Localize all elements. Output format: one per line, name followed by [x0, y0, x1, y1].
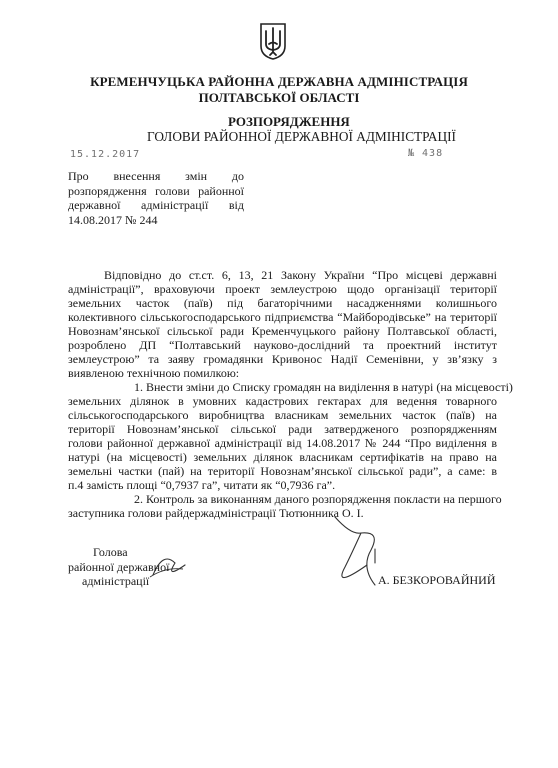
- body-line: виявленою технічною помилкою:: [68, 366, 240, 380]
- signatory-title-line: районної державної: [68, 559, 170, 574]
- body-line: сільськогосподарського виробництва власникам земельних часток (паїв) на: [68, 408, 497, 422]
- subject-line: розпорядження голови районної: [68, 183, 244, 198]
- subject-line: державної адміністрації від: [68, 198, 244, 212]
- org-name-line1: КРЕМЕНЧУЦЬКА РАЙОННА ДЕРЖАВНА АДМІНІСТРАЦІЯ: [90, 74, 468, 89]
- handwritten-signature: [135, 505, 395, 595]
- signatory-name: А. БЕЗКОРОВАЙНИЙ: [378, 573, 496, 587]
- body-line: земельні частки (пай) на території Новознам’янської сільської ради”, а саме: в: [68, 464, 497, 478]
- body-line: голови районної державної адміністрації від 14.08.2017 № 244 “Про виділення в: [68, 436, 497, 450]
- document-issuer: ГОЛОВИ РАЙОННОЇ ДЕРЖАВНОЇ АДМІНІСТРАЦІЇ: [147, 129, 456, 144]
- body-line: 2. Контроль за виконанням даного розпорядження покласти на першого: [134, 492, 502, 506]
- body-line: 1. Внести зміни до Списку громадян на виділення в натурі (на місцевості): [134, 380, 513, 394]
- document-number: № 438: [408, 148, 444, 159]
- subject-line: 14.08.2017 № 244: [68, 212, 158, 227]
- body-line: землеустрою” та заяву громадянки Кривонос Надії Семенівни, у зв’язку з: [68, 352, 497, 366]
- document-subject: [68, 169, 244, 227]
- body-line: колективного сільськогосподарського підприємства “Майбородівське” на території: [68, 310, 497, 324]
- body-line: натурі (на місцевості) земельних ділянок власникам сертифікатів на право на: [68, 450, 497, 464]
- body-line: земельних часток (паїв) під багаторічними насадженнями колишнього: [68, 296, 497, 310]
- document-body: [68, 268, 513, 520]
- subject-line: Про внесення змін до: [68, 169, 244, 183]
- body-line: розроблено ДП “Полтавський науково-дослідний та проектний інститут: [68, 338, 497, 352]
- org-name-line2: ПОЛТАВСЬКОЇ ОБЛАСТІ: [198, 90, 360, 105]
- document-type: РОЗПОРЯДЖЕННЯ: [228, 114, 350, 129]
- body-line: п.4 замість площі “0,7937 га”, читати як “0,7936 га”.: [68, 478, 336, 492]
- body-line: заступника голови райдержадміністрації Тютюнника О. І.: [68, 506, 364, 520]
- trident-emblem-icon: [259, 22, 287, 60]
- signatory-title-line: адміністрації: [82, 574, 150, 588]
- signatory-title-line: Голова: [93, 545, 128, 559]
- body-line: адміністрації”, враховуючи проект землеустрою щодо організації території: [68, 282, 497, 296]
- body-line: Новознам’янської сільської ради Кременчуцького району Полтавської області,: [68, 324, 497, 338]
- document-date: 15.12.2017: [70, 149, 141, 160]
- body-line: Відповідно до ст.ст. 6, 13, 21 Закону України “Про місцеві державні: [104, 268, 497, 282]
- body-line: території Новознам’янської сільської ради затвердженого розпорядженням: [68, 422, 497, 436]
- body-line: земельних ділянок в умовних кадастрових гектарах для ведення товарного: [68, 394, 497, 408]
- signatory-title: [68, 545, 169, 589]
